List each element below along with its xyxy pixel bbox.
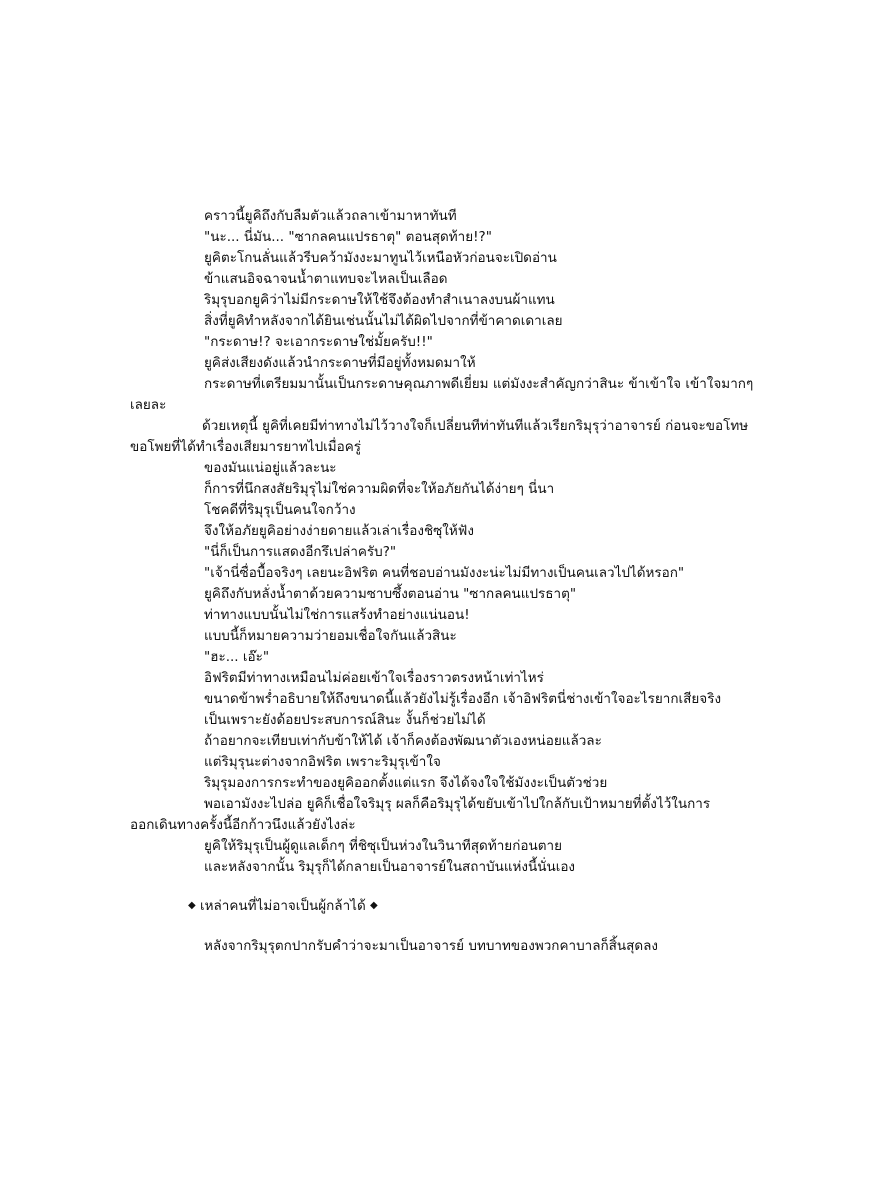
diamond-bullet-icon: ◆ [370,900,378,911]
dialogue-line: "นี่ก็เป็นการแสดงอีกรึเปล่าครับ?" [204,544,397,560]
paragraph-line: จึงให้อภัยยูคิอย่างง่ายดายแล้วเล่าเรื่องชิซุให้ฟัง [204,523,474,539]
dialogue-line: "กระดาษ!? จะเอากระดาษใช่มั้ยครับ!!" [204,334,433,350]
dialogue-line: "นะ... นี่มัน... "ซากลคนแปรธาตุ" ตอนสุดท้าย!?" [204,229,492,245]
paragraph-line: พอเอามังงะไปล่อ ยูคิก็เชื่อใจริมุรุ ผลก็คือริมุรุได้ขยับเข้าไปใกล้กับเป้าหมายที่ตั้งไว้ในการ [204,796,711,812]
paragraph-line: ขนาดข้าพร่ำอธิบายให้ถึงขนาดนี้แล้วยังไม่รู้เรื่องอีก เจ้าอิฟริตนี่ช่างเข้าใจอะไรยากเสียจริง [204,691,722,707]
paragraph-line: แบบนี้ก็หมายความว่ายอมเชื่อใจกันแล้วสินะ [204,628,457,644]
paragraph-line: ยูคิส่งเสียงดังแล้วนำกระดาษที่มีอยู่ทั้งหมดมาให้ [204,355,476,371]
paragraph-line: ถ้าอยากจะเทียบเท่ากับข้าให้ได้ เจ้าก็คงต้องพัฒนาตัวเองหน่อยแล้วละ [204,733,602,749]
paragraph-line: และหลังจากนั้น ริมุรุก็ได้กลายเป็นอาจารย์ในสถาบันแห่งนี้นั่นเอง [204,859,576,875]
paragraph-line: ท่าทางแบบนั้นไม่ใช่การแสร้งทำอย่างแน่นอน! [204,607,470,623]
paragraph-line: ก็การที่นึกสงสัยริมุรุไม่ใช่ความผิดที่จะให้อภัยกันได้ง่ายๆ นี่นา [204,481,555,497]
paragraph-line: โชคดีที่ริมุรุเป็นคนใจกว้าง [204,502,356,518]
diamond-bullet-icon: ◆ [188,900,196,911]
paragraph-line: อิฟริตมีท่าทางเหมือนไม่ค่อยเข้าใจเรื่องราวตรงหน้าเท่าไหร่ [204,670,544,686]
paragraph-line: ขอโพยที่ได้ทำเรื่องเสียมารยาทไปเมื่อครู่ [130,439,362,455]
paragraph-line: ออกเดินทางครั้งนี้อีกก้าวนึงแล้วยังไงล่ะ [130,817,356,833]
paragraph-line: ของมันแน่อยู่แล้วละนะ [204,460,337,476]
paragraph-line: สิ่งที่ยูคิทำหลังจากได้ยินเช่นนั้นไม่ได้ผิดไปจากที่ข้าคาดเดาเลย [204,313,563,329]
section-heading [188,897,378,915]
dialogue-line: "ฮะ... เอ๊ะ" [204,649,270,665]
paragraph-line: ข้าแสนอิจฉาจนน้ำตาแทบจะไหลเป็นเลือด [204,271,448,287]
dialogue-line: "เจ้านี่ซื่อบื้อจริงๆ เลยนะอิฟริต คนที่ชอบอ่านมังงะน่ะไม่มีทางเป็นคนเลวไปได้หรอก" [204,565,685,581]
paragraph-line: กระดาษที่เตรียมมานั้นเป็นกระดาษคุณภาพดีเยี่ยม แต่มังงะสำคัญกว่าสินะ ข้าเข้าใจ เข้าใจมากๆ [204,376,754,392]
paragraph-line: ด้วยเหตุนี้ ยูคิที่เคยมีท่าทางไม่ไว้วางใจก็เปลี่ยนทีท่าทันทีแล้วเรียกริมุรุว่าอาจารย์ ก่อนจะขอโทษ [202,418,749,434]
closing-paragraph-line: หลังจากริมุรุตกปากรับคำว่าจะมาเป็นอาจารย์ บทบาทของพวกคาบาลก็สิ้นสุดลง [204,938,659,954]
paragraph-line: ยูคิให้ริมุรุเป็นผู้ดูแลเด็กๆ ที่ชิซุเป็นห่วงในวินาทีสุดท้ายก่อนตาย [204,838,562,854]
paragraph-line: ริมุรุมองการกระทำของยูคิออกตั้งแต่แรก จึงได้จงใจใช้มังงะเป็นตัวช่วย [204,775,608,791]
paragraph-line: เลยละ [130,397,167,413]
paragraph-line: ยูคิถึงกับหลั่งน้ำตาด้วยความซาบซึ้งตอนอ่าน "ซากลคนแปรธาตุ" [204,586,577,602]
paragraph-line: แต่ริมุรุนะต่างจากอิฟริต เพราะริมุรุเข้าใจ [204,754,441,770]
paragraph-line: ยูคิตะโกนลั่นแล้วรีบคว้ามังงะมาทูนไว้เหนือหัวก่อนจะเปิดอ่าน [204,250,557,266]
paragraph-line: ริมุรุบอกยูคิว่าไม่มีกระดาษให้ใช้จึงต้องทำสำเนาลงบนผ้าแทน [204,292,555,308]
paragraph-line: คราวนี้ยูคิถึงกับลืมตัวแล้วถลาเข้ามาหาทันที [204,208,457,224]
paragraph-line: เป็นเพราะยังด้อยประสบการณ์สินะ งั้นก็ช่วยไม่ได้ [204,712,486,728]
section-heading-text: เหล่าคนที่ไม่อาจเป็นผู้กล้าได้ [200,898,366,914]
